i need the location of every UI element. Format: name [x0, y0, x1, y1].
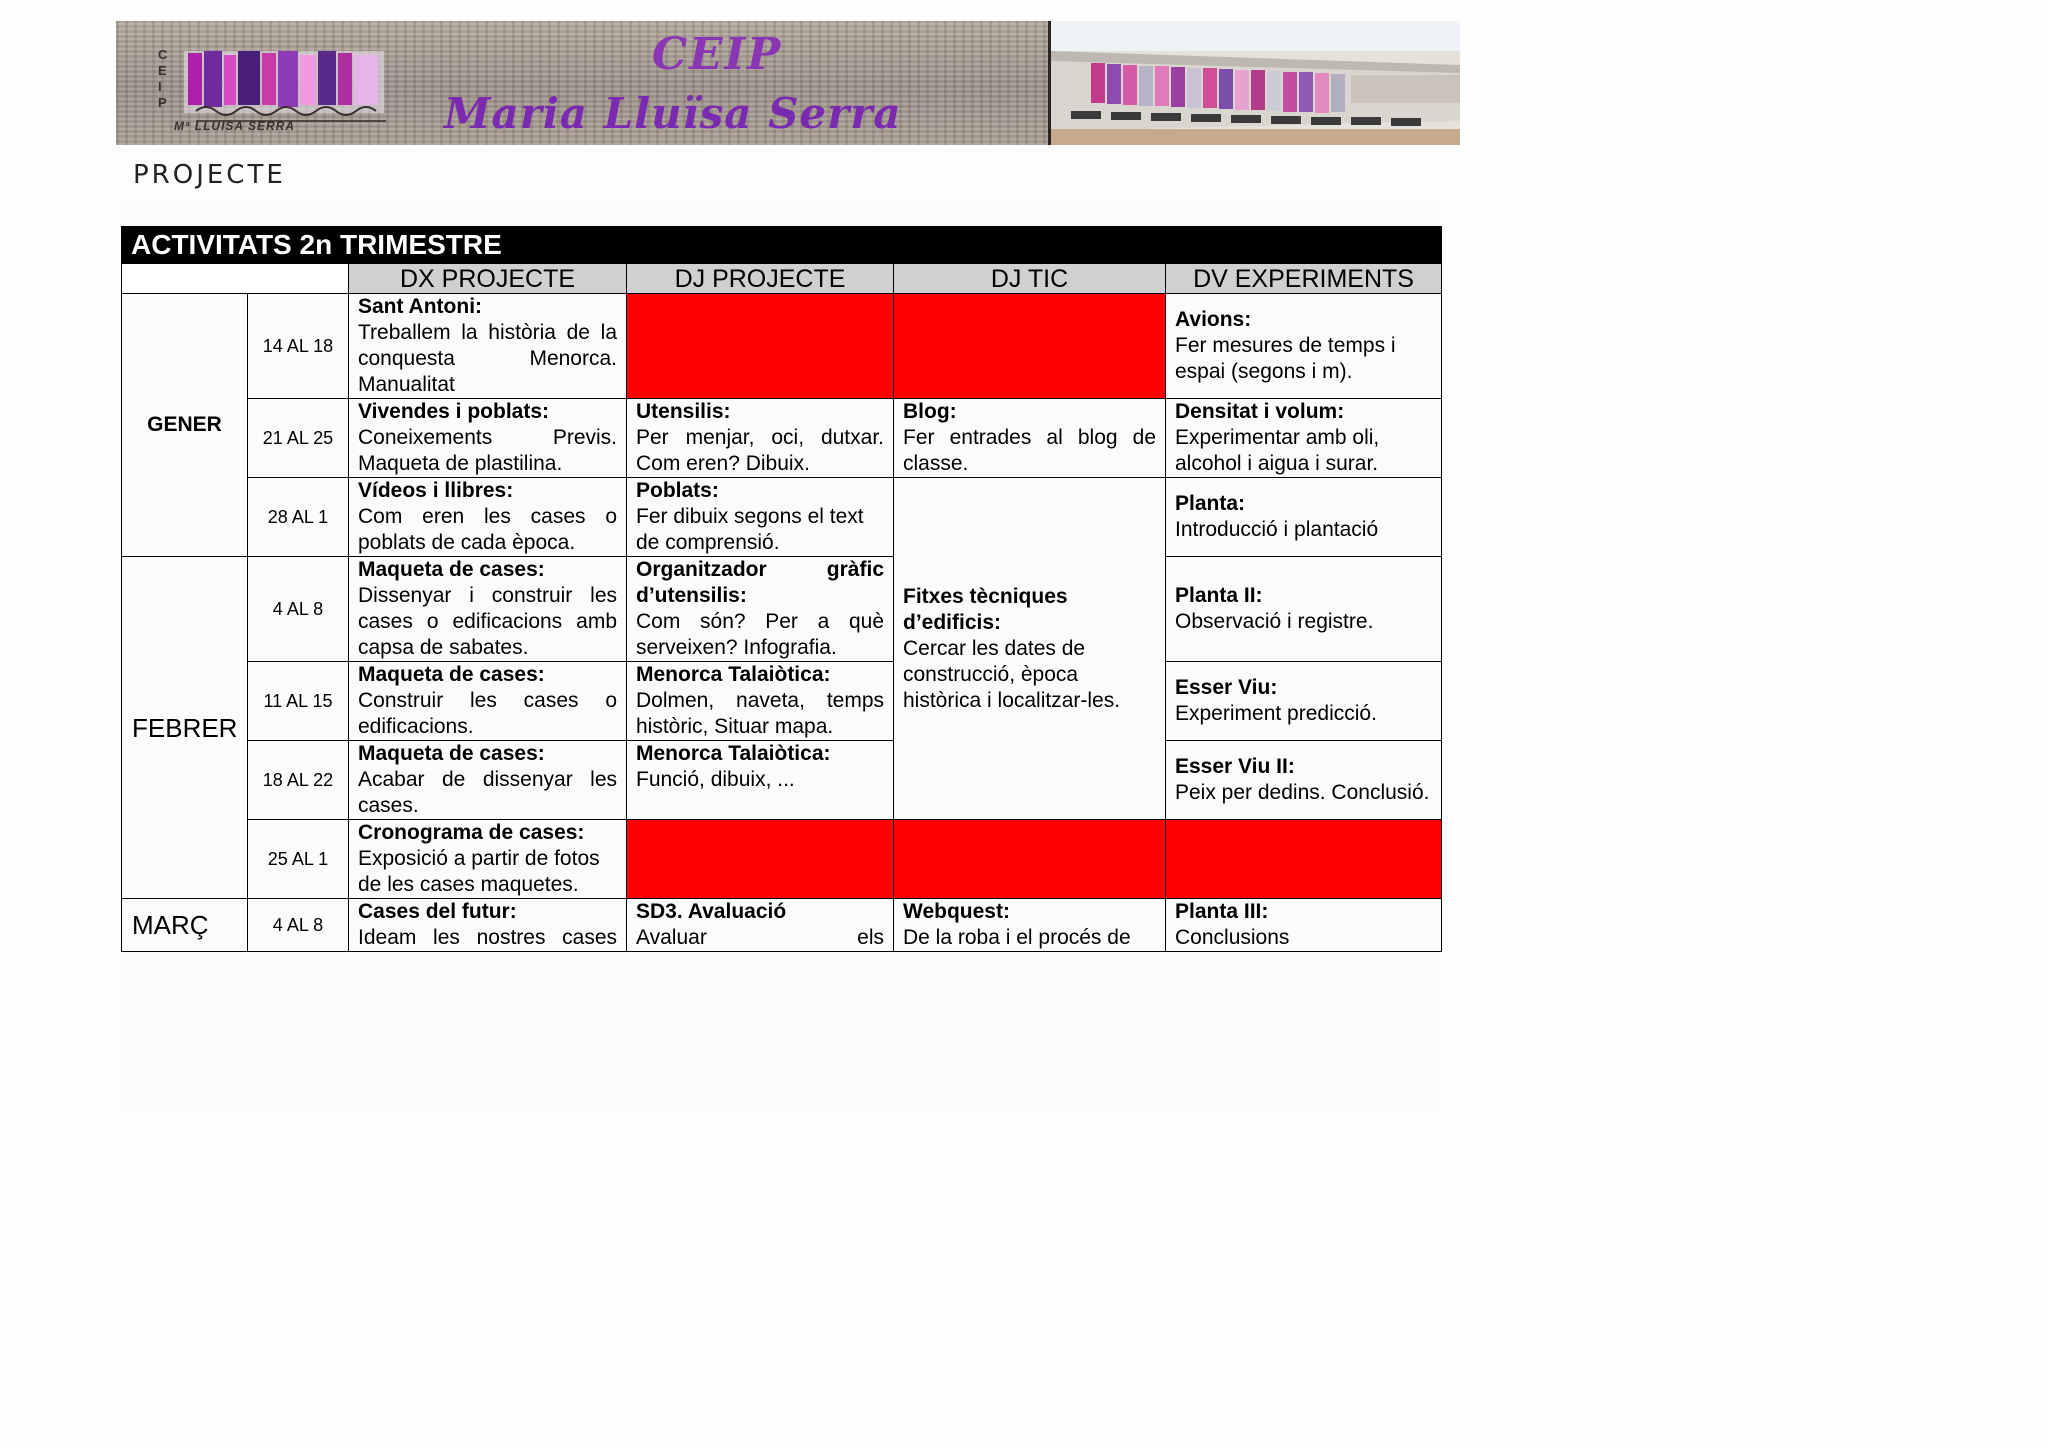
cell-text: Treballem la història de la conquesta Menorca. Manualitat [358, 321, 617, 396]
table-row [122, 399, 1442, 478]
cell-title: Maqueta de cases: [358, 558, 545, 581]
column-header: DV EXPERIMENTS [1166, 264, 1442, 294]
blocked-cell [894, 820, 1166, 899]
cell-text: Com eren les cases o poblats de cada època. [358, 505, 617, 554]
cell-text: Fer mesures de temps i espai (segons i m). [1175, 334, 1396, 383]
cell-title: Vídeos i llibres: [358, 479, 514, 502]
table-cell [627, 478, 894, 557]
table-header-row [122, 264, 1442, 294]
header-blank [122, 264, 349, 294]
blocked-cell [627, 820, 894, 899]
logo-letters [158, 47, 167, 111]
cell-text: Conclusions [1175, 926, 1290, 949]
logo-letter: P [158, 95, 167, 110]
blocked-cell [627, 294, 894, 399]
activities-table [121, 226, 1442, 952]
cell-title: Blog: [903, 400, 957, 423]
month-label: GENER [122, 294, 248, 557]
table-cell [1166, 294, 1442, 399]
cell-text: Fer entrades al blog de classe. [903, 426, 1156, 475]
logo-letter: C [158, 47, 168, 62]
cell-text: Experiment predicció. [1175, 702, 1377, 725]
week-label: 28 AL 1 [248, 478, 349, 557]
banner-photo [1048, 21, 1460, 145]
table-cell [1166, 741, 1442, 820]
table-cell [349, 820, 627, 899]
table-cell [627, 557, 894, 662]
blocked-cell [1166, 820, 1442, 899]
cell-text: Peix per dedins. Conclusió. [1175, 781, 1430, 804]
table-row [122, 662, 1442, 741]
table-cell [1166, 557, 1442, 662]
blocked-cell [894, 294, 1166, 399]
month-label: FEBRER [122, 557, 248, 899]
cell-title: Maqueta de cases: [358, 663, 545, 686]
table-cell [894, 478, 1166, 820]
cell-title: Esser Viu: [1175, 676, 1278, 699]
cell-title: Organitzador gràfic d’utensilis: [636, 558, 884, 607]
school-banner [116, 21, 1460, 145]
table-cell [349, 557, 627, 662]
cell-text: Construir les cases o edificacions. [358, 689, 617, 738]
table-cell [1166, 899, 1442, 952]
banner-stone-panel [116, 21, 1048, 145]
table-row [122, 820, 1442, 899]
cell-title: Planta: [1175, 492, 1246, 515]
cell-text: Cercar les dates de construcció, època històrica i localitzar-les. [903, 636, 1121, 712]
cell-title: Cases del futur: [358, 900, 517, 923]
column-header: DX PROJECTE [349, 264, 627, 294]
table-cell [894, 899, 1166, 952]
cell-text: Introducció i plantació [1175, 518, 1379, 541]
cell-text: De la roba i el procés de [903, 926, 1131, 949]
table-row [122, 478, 1442, 557]
week-label: 25 AL 1 [248, 820, 349, 899]
cell-title: Maqueta de cases: [358, 742, 545, 765]
table-row [122, 899, 1442, 952]
cell-text: Exposició a partir de fotos de les cases maquetes. [358, 847, 600, 896]
cell-title: Menorca Talaiòtica: [636, 742, 831, 765]
cell-title: Esser Viu II: [1175, 755, 1295, 778]
week-label: 4 AL 8 [248, 557, 349, 662]
table-cell [894, 399, 1166, 478]
cell-text: Experimentar amb oli, alcohol i aigua i surar. [1175, 426, 1380, 475]
month-label: MARÇ [122, 899, 248, 952]
cell-text: Dolmen, naveta, temps històric, Situar mapa. [636, 689, 884, 738]
week-label: 4 AL 8 [248, 899, 349, 952]
cell-title: Poblats: [636, 479, 719, 502]
table-cell [1166, 399, 1442, 478]
table-cell [349, 741, 627, 820]
table-cell [1166, 662, 1442, 741]
cell-text: Per menjar, oci, dutxar. Com eren? Dibuix. [636, 426, 884, 475]
cell-title: SD3. Avaluació [636, 900, 787, 923]
table-cell [627, 899, 894, 952]
table-cell [349, 478, 627, 557]
table-row [122, 741, 1442, 820]
table-cell [627, 741, 894, 820]
table-cell [627, 662, 894, 741]
cell-text: Coneixements Previs. Maqueta de plastilina. [358, 426, 617, 475]
column-header: DJ PROJECTE [627, 264, 894, 294]
logo-letter: E [158, 63, 167, 78]
week-label: 18 AL 22 [248, 741, 349, 820]
table-row [122, 294, 1442, 399]
cell-title: Planta III: [1175, 900, 1269, 923]
week-label: 14 AL 18 [248, 294, 349, 399]
week-label: 11 AL 15 [248, 662, 349, 741]
table-title: ACTIVITATS 2n TRIMESTRE [122, 227, 1442, 264]
cell-text: Ideam les nostres cases [358, 926, 617, 949]
cell-text: Observació i registre. [1175, 610, 1374, 633]
cell-title: Avions: [1175, 308, 1252, 331]
cell-text: Avaluar els [636, 926, 884, 949]
table-title-row [122, 227, 1442, 264]
logo-letter: I [158, 79, 162, 94]
table-cell [349, 294, 627, 399]
cell-text: Acabar de dissenyar les cases. [358, 768, 617, 817]
school-name: Maria Lluïsa Serra [444, 89, 902, 138]
column-header: DJ TIC [894, 264, 1166, 294]
table-cell [1166, 478, 1442, 557]
cell-title: Utensilis: [636, 400, 731, 423]
table-cell [349, 899, 627, 952]
cell-title: Webquest: [903, 900, 1010, 923]
cell-text: Fer dibuix segons el text de comprensió. [636, 505, 864, 554]
week-label: 21 AL 25 [248, 399, 349, 478]
cell-title: Cronograma de cases: [358, 821, 585, 844]
school-building-icon [1051, 21, 1460, 145]
cell-text: Com són? Per a què serveixen? Infografia. [636, 610, 884, 659]
cell-title: Densitat i volum: [1175, 400, 1345, 423]
table-cell [627, 399, 894, 478]
table-cell [349, 662, 627, 741]
cell-title: Vivendes i poblats: [358, 400, 549, 423]
cell-title: Planta II: [1175, 584, 1263, 607]
logo-caption: Mª LLUISA SERRA [174, 119, 295, 133]
cell-text: Dissenyar i construir les cases o edificacions amb capsa de sabates. [358, 584, 617, 659]
cell-title: Menorca Talaiòtica: [636, 663, 831, 686]
cell-text: Funció, dibuix, ... [636, 768, 795, 791]
cell-title: Sant Antoni: [358, 295, 483, 318]
cell-title: Fitxes tècniques d’edificis: [903, 584, 1068, 634]
table-cell [349, 399, 627, 478]
school-short-name: CEIP [652, 29, 783, 80]
table-row [122, 557, 1442, 662]
page-heading: PROJECTE [133, 160, 286, 190]
